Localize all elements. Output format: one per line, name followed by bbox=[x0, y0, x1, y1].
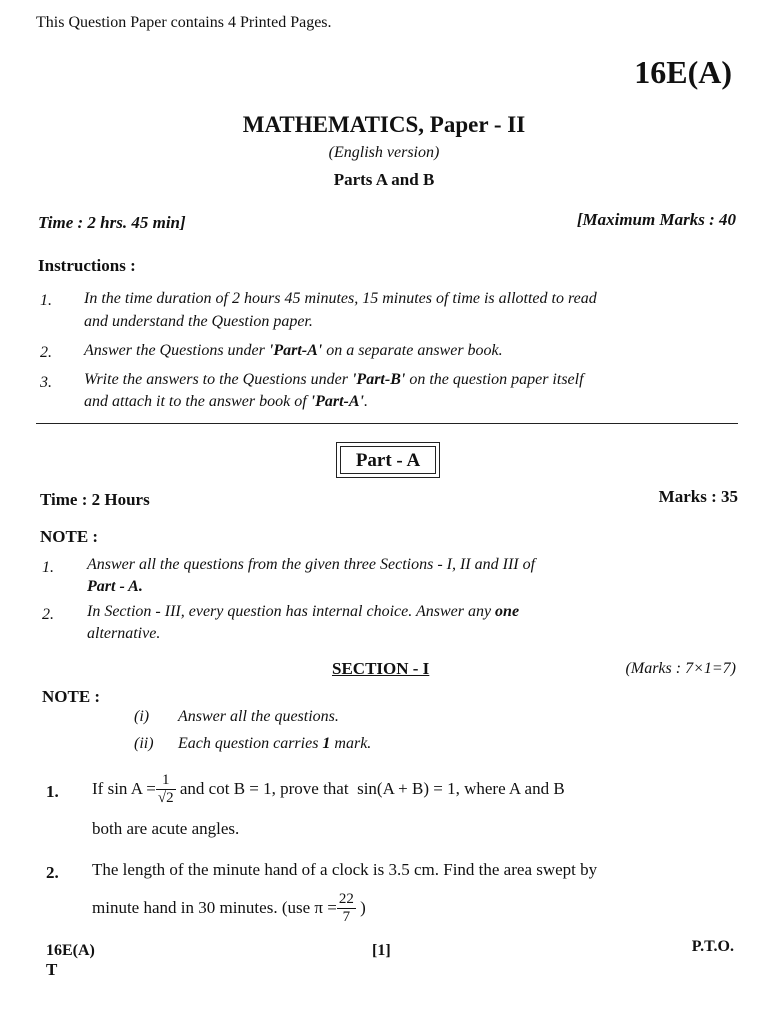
section-title: SECTION - I bbox=[332, 659, 430, 678]
note-text: In Section - III, every question has internal choice. Answer any one bbox=[87, 603, 520, 620]
instruction-number: 2. bbox=[40, 344, 52, 361]
note-text: Part - A. bbox=[87, 578, 143, 595]
section-note-number: (ii) bbox=[134, 735, 154, 752]
section-note-number: (i) bbox=[134, 708, 150, 725]
question-number: 2. bbox=[46, 863, 59, 882]
note-text: Answer all the questions from the given three Sections - I, II and III of bbox=[87, 556, 536, 573]
note-number: 2. bbox=[42, 606, 54, 623]
paper-parts: Parts A and B bbox=[333, 170, 435, 189]
instruction-text: and understand the Question paper. bbox=[84, 313, 313, 330]
fraction: $\frac{22}{7}$ bbox=[338, 890, 354, 925]
part-a-box bbox=[336, 442, 440, 478]
instruction-number: 1. bbox=[40, 292, 52, 309]
divider bbox=[36, 423, 738, 424]
printed-pages-note: This Question Paper contains 4 Printed Pages. bbox=[36, 14, 332, 31]
section-note-text: Answer all the questions. bbox=[178, 708, 339, 725]
question-text: both are acute angles. bbox=[92, 819, 240, 838]
question-text: If sin A = $\frac{1}{√2}$ and cot B = 1, prove that sin(A + B) = 1, where A and B bbox=[92, 771, 565, 806]
please-turn-over: P.T.O. bbox=[691, 938, 734, 955]
paper-version: (English version) bbox=[328, 144, 440, 161]
instruction-text: Write the answers to the Questions under 'Part-B' on the question paper itself bbox=[84, 371, 584, 388]
section-note-text: Each question carries 1 mark. bbox=[178, 735, 372, 752]
fraction: $\frac{1}{√2}$ bbox=[157, 771, 174, 806]
instruction-text: Answer the Questions under 'Part-A' on a separate answer book. bbox=[84, 342, 503, 359]
footer-code: 16E(A) bbox=[46, 942, 95, 959]
instruction-text: In the time duration of 2 hours 45 minutes, 15 minutes of time is allotted to read bbox=[84, 290, 597, 307]
question-number: 1. bbox=[46, 782, 59, 801]
part-a-marks: Marks : 35 bbox=[658, 487, 738, 506]
note-number: 1. bbox=[42, 559, 54, 576]
instruction-text: and attach it to the answer book of 'Part-A'. bbox=[84, 393, 368, 410]
maximum-marks: [Maximum Marks : 40 bbox=[576, 210, 736, 229]
section-marks: (Marks : 7×1=7) bbox=[625, 660, 736, 677]
instruction-number: 3. bbox=[40, 374, 52, 391]
part-a-time: Time : 2 Hours bbox=[40, 490, 150, 509]
paper-title: MATHEMATICS, Paper - II bbox=[242, 112, 526, 137]
question-text: The length of the minute hand of a clock is 3.5 cm. Find the area swept by bbox=[92, 860, 598, 879]
footer-mark: T bbox=[46, 960, 58, 979]
note-heading: NOTE : bbox=[40, 527, 99, 546]
paper-code: 16E(A) bbox=[634, 54, 732, 90]
question-text: minute hand in 30 minutes. (use π = $\frac{22}{7}$ ) bbox=[92, 890, 366, 925]
time-limit: Time : 2 hrs. 45 min] bbox=[38, 213, 186, 232]
section-note-heading: NOTE : bbox=[42, 687, 101, 706]
page-number: [1] bbox=[372, 942, 391, 959]
part-a-label: Part - A bbox=[340, 446, 436, 474]
instructions-heading: Instructions : bbox=[38, 256, 136, 275]
note-text: alternative. bbox=[87, 625, 161, 642]
